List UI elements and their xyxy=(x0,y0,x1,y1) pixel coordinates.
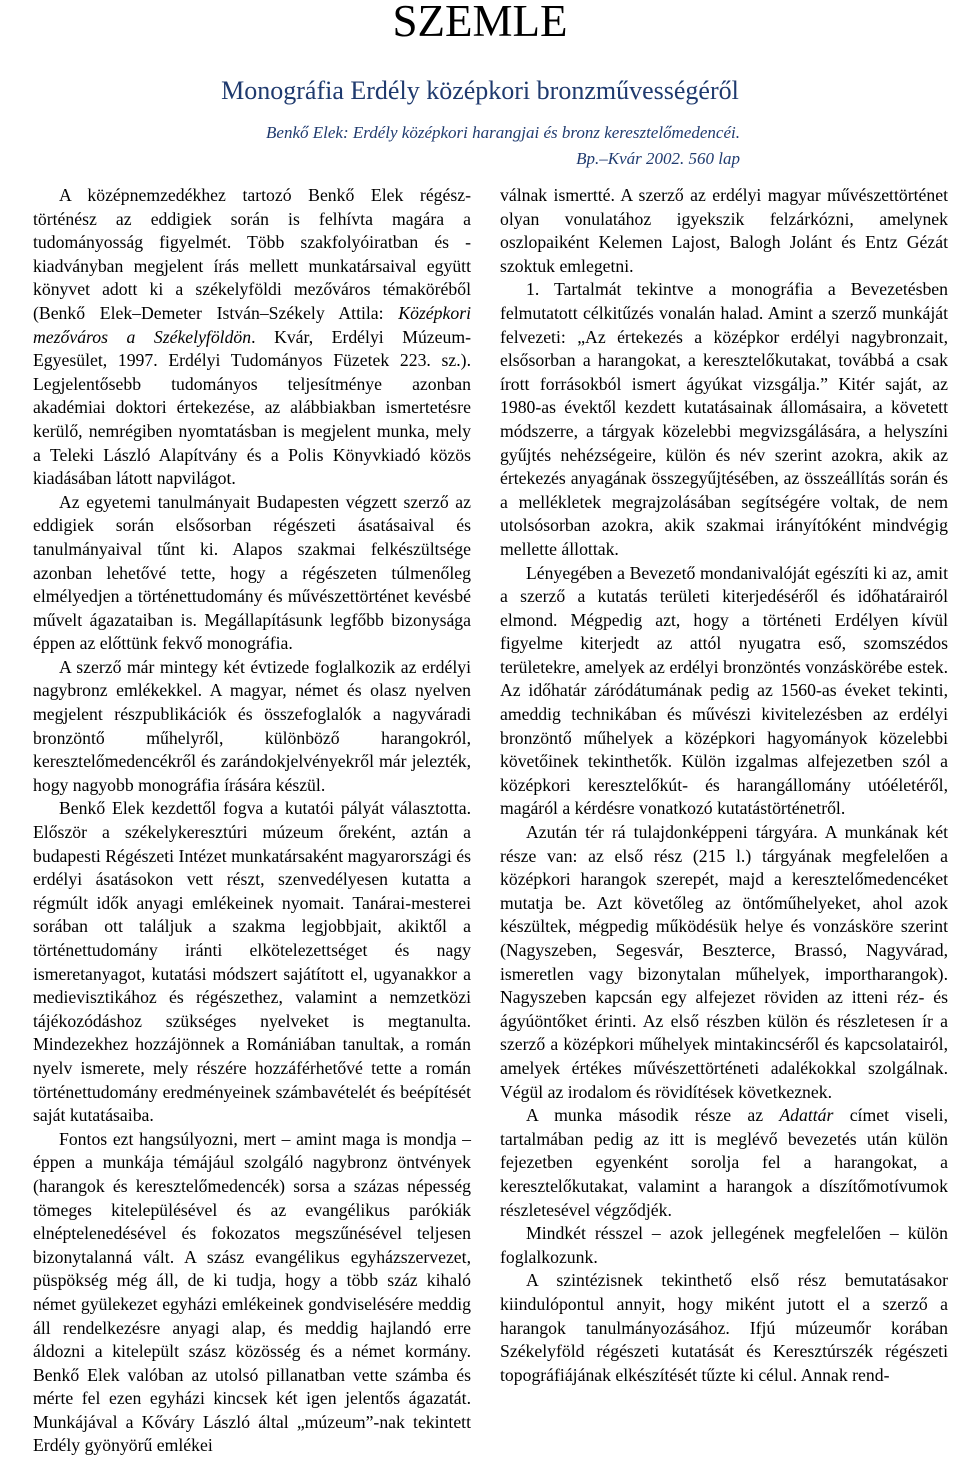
paragraph xyxy=(33,184,471,491)
right-column xyxy=(500,184,948,1387)
left-column xyxy=(33,184,471,1458)
paragraph: Fontos ezt hangsúlyozni, mert – amint maga is mondja – éppen a munkája témájául szolgáló nagybronz öntvények (harangok és keresztelőmedencék) sorsa a százas népesség tömeges kitelepülésével és az evangélikus parókiák elnéptelenedésével és fokozatos megszűnésével teljesen bizonytalanná vált. A szász evangélikus egyházszervezet, püspökség még áll, de ki tudja, hogy a több száz kihaló német gyülekezet egyházi emlékeinek gondviselésére meddig áll rendelkezésre anyagi alap, és meddig hajlandó erre áldozni a kitelepült szász közösség és a német kormány. Benkő Elek valóban az utolsó pillanatban vette számba és mérte fel ezen egyházi kincsek két igen jelentős ágazatát. Munkájával a Kőváry László által „múzeum”-nak tekintett Erdély gyönyörű emlékei xyxy=(33,1128,471,1456)
paragraph: A szerző már mintegy két évtizede foglalkozik az erdélyi nagybronz emlékekkel. A magyar, német és olasz nyelven megjelent részpublikációk és összefoglalók a nagyváradi bronzöntő műhelyről, különböző harangokról, keresztelőmedencékről és zarándokjelvényekről már jelezték, hogy nagyobb monográfia írására készül. xyxy=(33,656,471,795)
paragraph: Az egyetemi tanulmányait Budapesten végzett szerző az eddigiek során elsősorban régészeti ásatásaival és tanulmányaival tűnt ki. Alapos szakmai felkészültsége azonban lehetővé tette, hogy a régészeten túlmenőleg elmélyedjen a történettudomány és művészettörténet kevésbé művelt ágazataiban is. Megállapításunk legfőbb bizonysága éppen az előttünk fekvő monográfia. xyxy=(33,491,471,654)
section-title-italic: Adattár xyxy=(779,1105,834,1126)
text-run: A középnemzedékhez tartozó Benkő Elek régész-történész az eddigiek során is felhívta magára a tudományosság figyelmét. Több szakfolyóiratban és -kiadványban megjelent írás mellett munkatársaival együtt könyvet adott ki a székelyföldi mezőváros témaköréből (Benkő Elek–Demeter István–Székely Attila: xyxy=(33,185,471,323)
book-reference xyxy=(180,120,740,172)
paragraph xyxy=(500,1104,948,1222)
text-run: A munka második része az xyxy=(526,1105,780,1126)
paragraph: 1. Tartalmát tekintve a monográfia a Bevezetésben felmutatott célkitűzés vonalán halad. Amint a szerző munkáját felvezeti: „Az értekezés a középkor erdélyi nagybronzait, elsősorban a harangokat, a keresztelőkutakat, továbbá a csak írott forrásokból ismert ágyúkat vizsgálja.” Kitér saját, az 1980-as évektől kezdett kutatásainak állomásaira, a követett módszerre, a tárgyak közelebbi megvizsgálására, a helyszíni gyűjtés nehézségeire, külön és név szerint azokra, akik az értekezés anyagának összegyűjtésében, az összeállítás során és a mellékletek megrajzolásában segítségére voltak, de nem utolsósorban azokra, akik szakmai irányítóként mindvégig mellette állottak. xyxy=(500,279,948,559)
paragraph: válnak ismertté. A szerző az erdélyi magyar művészettörténet olyan vonulatához igyekszik felzárkózni, amelynek oszlopaiként Kelemen Lajost, Balogh Jolánt és Entz Gézát szoktuk emlegetni. xyxy=(500,185,948,276)
paragraph: A szintézisnek tekinthető első rész bemutatásakor kiindulópontul annyit, hogy miként jutott el a szerző a harangok tanulmányozásához. Ifjú múzeumőr korában Székelyföld régészeti kutatását és Keresztúrszék régészeti topográfiájának elkészítését tűzte ki célul. Annak rend- xyxy=(500,1270,948,1385)
text-run: . Kvár, Erdélyi Múzeum-Egyesület, 1997. Erdélyi Tudományos Füzetek 223. sz.). Legjelentősebb tudományos teljesítménye azonban akadémiai doktori értekezése, az alábbiakban ismertetésre kerülő, nemrégiben nyomtatásban is megjelent munka, mely a Teleki László Alapítvány és a Polis Könyvkiadó közös kiadásában látott napvilágot. xyxy=(33,326,471,489)
paragraph: Lényegében a Bevezető mondanivalóját egészíti ki az, amit a szerző a kutatás területi kiterjedéséről és időhatárairól elmond. Mégpedig azt, hogy a történeti Erdélyen kívül figyelme kiterjedt az attól nyugatra eső, szomszédos területekre, amelyek az erdélyi bronzöntés vonzáskörébe estek. Az időhatár záródátumának pedig az 1560-as éveket tekinti, ameddig technikában és művészi kivitelezésben az erdélyi bronzöntő műhelyek a középkori hagyományok közelebbi követőinek tekinthetők. Külön izgalmas alfejezetben szól a középkori keresztelőkút- és harangállomány utóéletéről, magáról a kérdésre vonatkozó kutatástörténetről. xyxy=(500,562,948,819)
section-heading: SZEMLE xyxy=(392,0,568,46)
paragraph: Azután tér rá tulajdonképpeni tárgyára. A munkának két része van: az első rész (215 l.) tárgyának megfelelően a középkori harangok szerepét, majd a keresztelőmedencéket mutatja be. Azt követőleg az öntőműhelyeket, ahol azok készültek, mégpedig működésük helye és vonzásköre szerint (Nagyszeben, Segesvár, Beszterce, Brassó, Nagyvárad, ismeretlen vagy bizonytalan műhelyek, importharangok). Nagyszeben kapcsán egy alfejezet röviden az itteni réz- és ágyúöntőket érinti. Az első részben külön és részletesen ír a szerző a középkori műhelyek mintakincséről és kapcsolatairól, amelyek értékes művészettörténeti adalékokkal szolgálnak. Végül az irodalom és rövidítések következnek. xyxy=(500,822,948,1102)
book-title-italic: Középkori mezőváros a Székelyföldön xyxy=(33,302,471,347)
article-title: Monográfia Erdély középkori bronzművességéről xyxy=(221,76,739,105)
paragraph: Benkő Elek kezdettől fogva a kutatói pályát választotta. Először a székelykeresztúri múzeum őreként, aztán a budapesti Régészeti Intézet munkatársaként magyarországi és erdélyi ásatásokon vett részt, szenvedélyesen kutatta a régmúlt idők anyagi emlékeinek nyomait. Tanárai-mesterei sorában ott találjuk a szakma legjobbjait, akiktől a történettudomány iránti elkötelezettséget és nagy ismeretanyagot, kutatási módszert sajátított el, ugyanakkor a medievisztikához és régészethez, valamint a nemzetközi tájékozódáshoz szükséges nyelveket is megtanulta. Mindezekhez hozzájönnek a Romániában tanultak, a román nyelv ismerete, mely részére hozzáférhetővé tette a román történettudomány eredményeinek számbavételét és beépítését saját kutatásaiba. xyxy=(33,798,471,1126)
paragraph: Mindkét résszel – azok jellegének megfelelően – külön foglalkozunk. xyxy=(500,1223,948,1267)
book-reference-line: Bp.–Kvár 2002. 560 lap xyxy=(576,149,740,168)
book-reference-line: Benkő Elek: Erdély középkori harangjai és bronz keresztelőmedencéi. xyxy=(266,123,740,142)
text-run: címet viseli, tartalmában pedig az itt is meglévő bevezetés után külön fejezetben egyenként sorolja fel a harangokat, a keresztelőkutakat, valamint a harangok a díszítőmotívumok részletesével végződjék. xyxy=(500,1105,949,1220)
